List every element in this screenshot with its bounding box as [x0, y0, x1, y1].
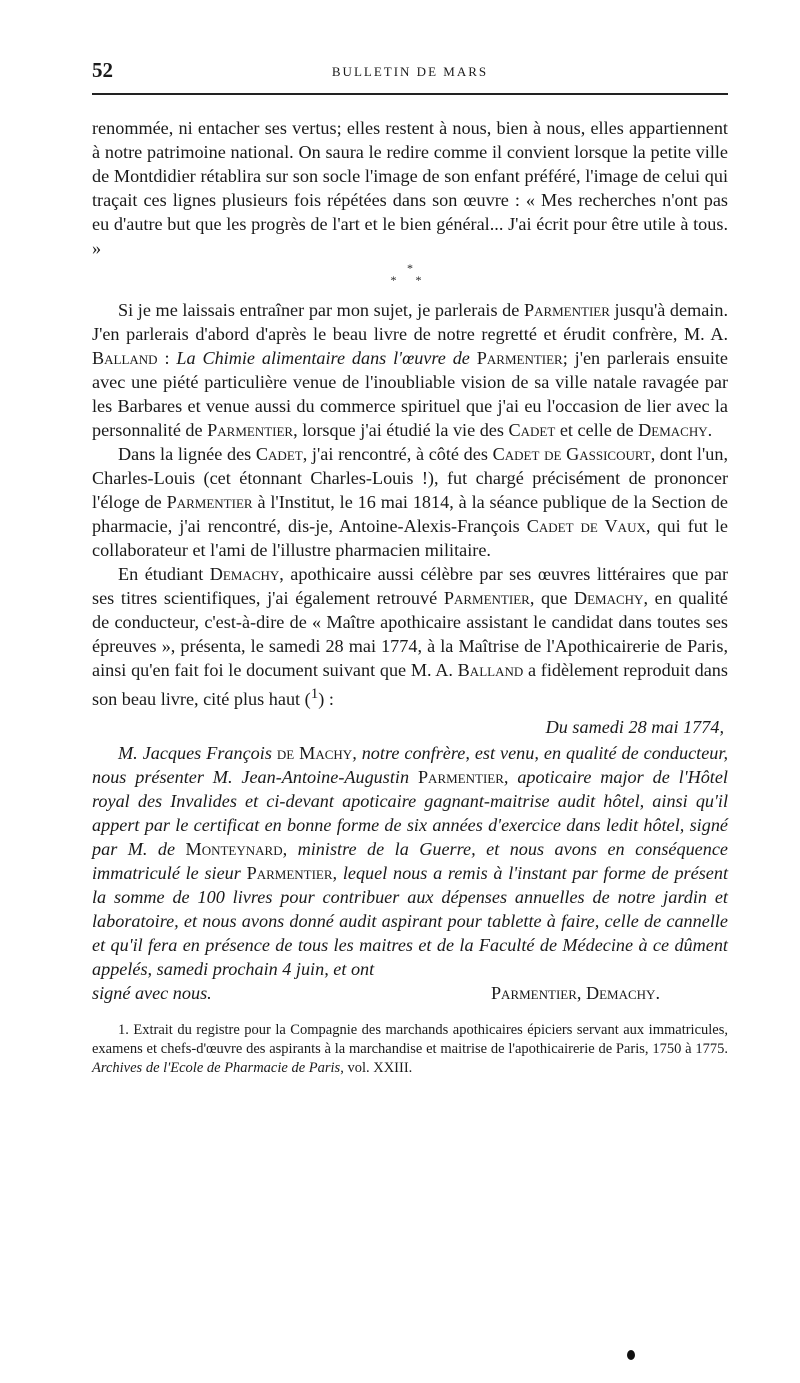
paragraph-continuation: renommée, ni entacher ses vertus; elles restent à nous, bien à nous, elles appartiennent à notre patrimoine national. On saura le redire comme il convient lorsque la petite ville de Montdidier rétablira sur son socle l'image de son enfant préféré, l'image de celui qui traçait ces lignes plusieurs fois répétées dans son œuvre : « Mes recherches n'ont pas eu d'autre but que les progrès de l'art et le bien général... J'ai écrit pour être utile à tous. »	[92, 118, 728, 258]
running-title: BULLETIN DE MARS	[331, 64, 489, 79]
page-header	[92, 50, 728, 90]
paragraph-cadet-lineage: Dans la lignée des Cadet, j'ai rencontré, à côté des Cadet de Gassicourt, dont l'un, Charles-Louis (cet étonnant Charles-Louis !), fut chargé précisément de prononcer l'éloge de Parmentier à l'Institut, le 16 mai 1814, à la séance publique de la Section de pharmacie, j'ai rencontré, dis-je, Antoine-Alexis-François Cadet de Vaux, qui fut le collaborateur et l'ami de l'illustre pharmacien militaire.	[92, 444, 729, 560]
page	[92, 50, 729, 1077]
signatures: Parmentier, Demachy.	[490, 983, 660, 1004]
asterism-top: *	[407, 261, 413, 275]
paragraph-parmentier-intro: Si je me laissais entraîner par mon sujet, je parlerais de Parmentier jusqu'à demain. J'en parlerais d'abord d'après le beau livre de notre regretté et érudit confrère, M. A. Balland : La Chimie alimentaire dans l'œuvre de Parmentier; j'en parlerais ensuite avec une piété particulière venue de l'inoubliable vision de sa ville natale ravagée par les Barbares et venue aussi du commerce spirituel que j'ai eu l'occasion de lier avec la personnalité de Parmentier, lorsque j'ai étudié la vie des Cadet et celle de Demachy.	[92, 300, 729, 440]
quoted-document: M. Jacques François de Machy, notre confrère, est venu, en qualité de conducteur, nous présenter M. Jean-Antoine-Augustin Parmentier, apoticaire major de l'Hôtel royal des Invalides et ci-devant apoticaire gagnant-maitrise audit hôtel, ainsi qu'il appert par le certificat en bonne forme de six années d'exercice dans ledit hôtel, signé par M. de Monteynard, ministre de la Guerre, et nous avons en conséquence immatriculé le sieur Parmentier, lequel nous a remis à l'instant par forme de présent la somme de 100 livres pour contribuer aux dépenses annuelles de notre jardin et laboratoire, et nous avons donné audit aspirant pour tablette à faire, celle de cannelle et qu'il fera en présence de tous les maitres et de la Faculté de Médecine à ce dûment appelés, samedi prochain 4 juin, et ont	[92, 743, 728, 980]
print-speck	[627, 1350, 635, 1360]
page-body	[92, 116, 728, 1078]
closing-phrase: signé avec nous.	[92, 983, 212, 1004]
paragraph-demachy: En étudiant Demachy, apothicaire aussi célèbre par ses œuvres littéraires que par ses titres scientifiques, j'ai également retrouvé Parmentier, que Demachy, en qualité de conducteur, c'est-à-dire de « Maître apothicaire assistant le candidat dans toutes ses épreuves », présenta, le samedi 28 mai 1774, à la Maîtrise de l'Apothicairerie de Paris, ainsi qu'en fait foi le document suivant que M. A. Balland a fidèlement reproduit dans son beau livre, cité plus haut ($^1$) :	[92, 564, 729, 710]
page-number: 52	[92, 58, 113, 82]
asterism-bottom: * *	[390, 273, 430, 287]
footnote: 1. Extrait du registre pour la Compagnie des marchands apothicaires épiciers servant aux immatricules, examens et chefs-d'œuvre des aspirants à la marchandise et maitrise de l'apothicairerie de Paris, 1750 à 1775. Archives de l'Ecole de Pharmacie de Paris, vol. XXIII.	[92, 1022, 728, 1077]
section-separator	[92, 262, 728, 292]
footnote-ref: 1	[310, 685, 319, 702]
quoted-document-closing	[92, 981, 728, 1005]
header-rule	[92, 93, 728, 95]
document-dateline: Du samedi 28 mai 1774,	[545, 717, 724, 738]
